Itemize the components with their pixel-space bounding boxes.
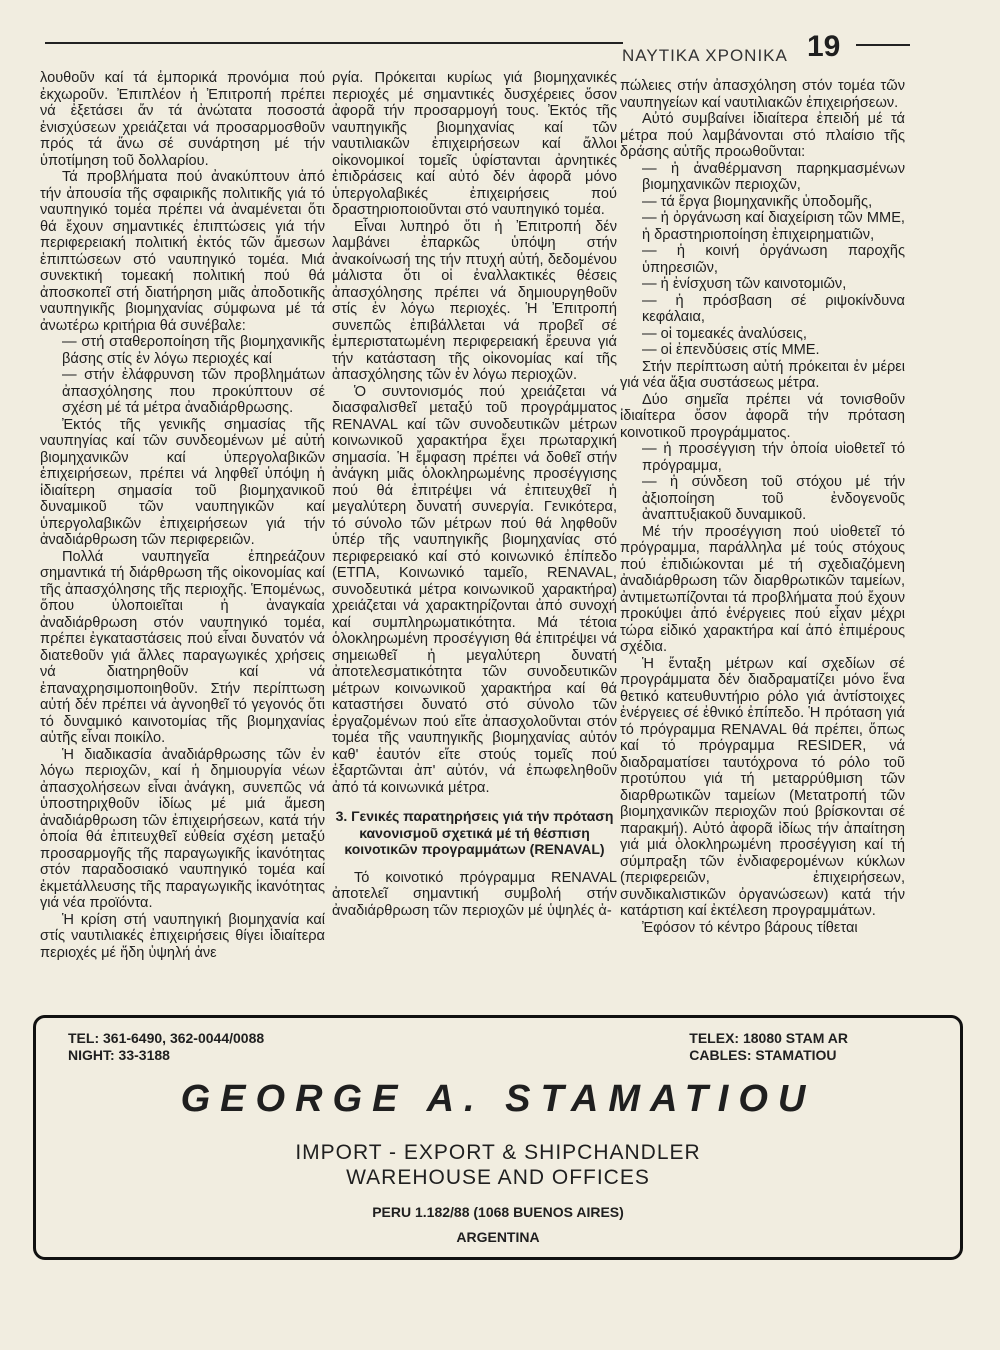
paragraph: Τά προβλήματα πού ἀνακύπτουν ἀπό τήν ἀπουσία τῆς σφαιρικῆς πολιτικῆς γιά τό ναυπηγικό τομέα πρέπει νά ἀναμένεται ὅτι θά ἔχουν σημαντικές ἐπιπτώσεις γιά τήν περιφερειακή πολιτική ἐκτός τῶν ἄμεσων ἐπιπτώσεων στό ναυπηγικό τομέα. Μιά συνεκτική τομεακή πολιτική πού θά ἀποσκοπεῖ στή διατήρηση μιᾶς ἀποδοτικῆς ναυπηγικῆς βιομηχανίας σύμφωνα μέ τά ἀνωτέρω κριτήρια θά συνέβαλε:: [40, 169, 325, 334]
ad-contact-phones: [68, 1030, 264, 1064]
list-item: — ἡ προσέγγιση τήν ὁποία υἱοθετεῖ τό πρόγραμμα,: [642, 441, 905, 474]
ad-night: NIGHT: 33-3188: [68, 1047, 170, 1063]
list-item: — στή σταθεροποίηση τῆς βιομηχανικῆς βάσης στίς ἐν λόγω περιοχές καί: [62, 334, 325, 367]
ad-services: [36, 1140, 960, 1190]
paragraph: Ὁ συντονισμός πού χρειάζεται νά διασφαλισθεῖ μεταξύ τοῦ προγράμματος RENAVAL καί τῶν συνοδευτικῶν μέτρων κοινωνικοῦ χαρακτήρα ἔχει πρωταρχική σημασία. Ἡ ἔμφαση πρέπει νά δοθεῖ στήν ἀνάγκη μιᾶς ὁλοκληρωμένης προσέγγισης πού θά ἐπιτρέψει νά ἐπιτευχθεῖ ἡ μεγαλύτερη δυνατή συνεργία. Γενικότερα, τό σύνολο τῶν μέτρων πού θά ληφθοῦν ὑπέρ τῆς ναυπηγικῆς βιομηχανίας στό περιφερειακό καί στό κοινωνικό ἐπίπεδο (ΕΤΠΑ, Κοινωνικό ταμεῖο, RENAVAL, συνοδευτικά μέτρα κοινωνικοῦ χαρακτήρα) χρειάζεται νά χαρακτηρίζονται ἀπό συνοχή καί συμπληρωματικότητα. Μά τέτοια ὁλοκληρωμένη προσέγγιση θά ἐπιτρέψει νά σημειωθεῖ ἡ μεγαλύτερη δυνατή ἀποτελεσματικότητα τῶν συνοδευτικῶν μέτρων κοινωνικοῦ χαρακτήρα καί θά καταστήσει δυνατό στό σύνολο τῶν ἐργαζομένων πού εἴτε ἀπασχολοῦνται στόν τομέα τῆς ναυπηγικῆς βιομηχανίας αὐτόν καθ' ἑαυτόν εἴτε στούς τομεῖς πού ἐξαρτῶνται ἀπ' αὐτόν, νά ἐπωφεληθοῦν ἀπό τά κοινωνικά μέτρα.: [332, 383, 617, 796]
paragraph: Εἶναι λυπηρό ὅτι ἡ Ἐπιτροπή δέν λαμβάνει ἐπαρκῶς ὑπόψη στήν ἀνακοίνωσή της τήν πτυχή αὐτή, δεδομένου μάλιστα ὅτι οἱ ἐναλλακτικές θέσεις ἀπασχόλησης πρέπει νά δημιουργηθοῦν στίς ἐν λόγω περιοχές. Ἡ Ἐπιτροπή συνεπῶς ἐπιβάλλεται νά προβεῖ σέ ἐμπεριστατωμένη περιφερειακή ἔρευνα γιά τήν κατάσταση τῆς οἰκονομίας καί τῆς ἀπασχόλησης τῶν ἐν λόγω περιοχῶν.: [332, 218, 617, 383]
list-item: — τά ἔργα βιομηχανικῆς ὑποδομῆς,: [642, 193, 873, 210]
ad-address-block: [36, 1200, 960, 1250]
running-head: ΝΑΥΤΙΚΑ ΧΡΟΝΙΚΑ: [622, 46, 788, 65]
list-item: — οἱ τομεακές ἀναλύσεις,: [642, 325, 807, 342]
paragraph: Ἐκτός τῆς γενικῆς σημασίας τῆς ναυπηγίας καί τῶν συνδεομένων μέ αὐτή βιομηχανικῶν καί ὑπεργολαβικῶν ἐπιχειρήσεων, πρέπει νά ληφθεῖ ὑπόψη ἡ ἰδιαίτερη σημασία τοῦ βιομηχανικοῦ δυναμικοῦ τῶν ναυπηγικῶν καί ὑπεργολαβικῶν ἐπιχειρήσεων γιά τήν ἀναδιάρθρωση τῶν περιφερειῶν.: [40, 416, 325, 548]
ad-company-name: GEORGE A. STAMATIOU: [180, 1078, 816, 1120]
paragraph: Τό κοινοτικό πρόγραμμα RENAVAL ἀποτελεῖ σημαντική συμβολή στήν ἀναδιάρθρωση τῶν περιοχῶν μέ ὑψηλές ἀ-: [332, 869, 617, 919]
list-item: — ἡ κοινή ὀργάνωση παροχῆς ὑπηρεσιῶν,: [642, 243, 905, 276]
list-item: — ἡ ἐνίσχυση τῶν καινοτομιῶν,: [642, 276, 847, 292]
article-column-1: [40, 70, 325, 1000]
paragraph: Δύο σημεῖα πρέπει νά τονισθοῦν ἰδιαίτερα ὅσον ἀφορᾶ τήν πρόταση κοινοτικοῦ προγράμματος.: [620, 391, 905, 441]
ad-contact-telex: [689, 1030, 848, 1064]
section-heading: 3. Γενικές παρατηρήσεις γιά τήν πρόταση κανονισμοῦ σχετικά μέ τή θέσπιση κοινοτικῶν προγραμμάτων (RENAVAL): [335, 808, 614, 857]
paragraph: Ἡ ἔνταξη μέτρων καί σχεδίων σέ προγράμματα δέν διαδραματίζει μόνο ἕνα θετικό κατευθυντήριο ρόλο γιά ἀντίστοιχες ἐνέργειες σέ ἐθνικό ἐπίπεδο. Ἡ πρόταση γιά τό πρόγραμμα RENAVAL θά πρέπει, ὅπως καί τό πρόγραμμα RESIDER, νά διαδραματίσει ταυτόχρονα τό ρόλο τοῦ προτύπου γιά τή μεταρρύθμιση τῶν διαρθρωτικῶν ταμείων (Μετατροπή τῶν βιομηχανικῶν περιοχῶν πού βρίσκονται σέ παρακμή). Αὐτό ἀφορᾶ ἰδίως τήν ἀπαίτηση γιά μιά ὁλοκληρωμένη προσέγγιση καί τή σύμπραξη τῶν ἐνδιαφερομένων κύκλων (περιφερειῶν, ἐπιχειρήσεων, συνδικαλιστικῶν ὀργανώσεων) κατά τήν κατάρτιση καί ἐκτέλεση προγραμμάτων.: [620, 655, 905, 919]
article-column-3: [620, 78, 905, 998]
list-item: — οἱ ἐπενδύσεις στίς ΜΜΕ.: [642, 342, 820, 358]
header-rule-right: [856, 44, 910, 46]
paragraph: ργία. Πρόκειται κυρίως γιά βιομηχανικές περιοχές μέ σημαντικές δυσχέρειες ὅσον ἀφορᾶ τήν προσαρμογή τους. Ἐκτός τῆς ναυπηγικῆς βιομηχανίας καί τῶν ναυτιλιακῶν ἐπιχειρήσεων καί ἄλλοι οἰκονομικοί τομεῖς ὑφίστανται ἀρνητικές ἐπιδράσεις καί αὐτό δέν ἀφορᾶ μόνο ὑπεργολαβικές ἐπιχειρήσεις πού δραστηριοποιοῦνται στό ναυπηγικό τομέα.: [332, 70, 617, 218]
list-item: — ἡ σύνδεση τοῦ στόχου μέ τήν ἀξιοποίηση τοῦ ἐνδογενοῦς ἀναπτυξιακοῦ δυναμικοῦ.: [642, 474, 905, 523]
header-rule-left: [45, 42, 623, 44]
paragraph: Ἡ κρίση στή ναυπηγική βιομηχανία καί στίς ναυτιλιακές ἐπιχειρήσεις θίγει ἰδιαίτερα περιοχές μέ ἤδη ὑψηλή ἀνε: [40, 911, 325, 961]
paragraph: Ἡ διαδικασία ἀναδιάρθρωσης τῶν ἐν λόγω περιοχῶν, καί ἡ δημιουργία νέων ἀπασχολήσεων εἶναι ἀνάγκη, συνεπῶς νά ὑποστηριχθοῦν ἰδίως μέ μιά ἄμεση ἀναδιάρθρωση τῶν ἐπιχειρήσεων, κατά τήν ὁποία θά ἐπιτευχθεῖ εὐθεία σχέση μεταξύ προσαρμογῆς τῆς παραγωγικῆς ἱκανότητας στόν παραδοσιακό ναυπηγικό τομέα καί ἐκμετάλλευσης τῆς παραγωγικῆς ἱκανότητας γιά νέα προϊόντα.: [40, 746, 325, 911]
paragraph: Στήν περίπτωση αὐτή πρόκειται ἐν μέρει γιά νέα ἄξια συστάσεως μέτρα.: [620, 358, 905, 391]
list-item: — ἡ ὀργάνωση καί διαχείριση τῶν ΜΜΕ, ἡ δραστηριοποίηση ἐπιχειρηματιῶν,: [642, 210, 905, 243]
ad-services-line2: WAREHOUSE AND OFFICES: [346, 1166, 650, 1189]
list-item: — ἡ ἀναθέρμανση παρηκμασμένων βιομηχανικῶν περιοχῶν,: [642, 160, 905, 193]
advertisement-box: [33, 1015, 963, 1260]
list-item: — στήν ἐλάφρυνση τῶν προβλημάτων ἀπασχόλησης που προκύπτουν σέ σχέση μέ τά μέτρα ἀναδιάρθρωσης.: [62, 367, 325, 416]
list-item: — ἡ πρόσβαση σέ ριψοκίνδυνα κεφάλαια,: [642, 292, 905, 325]
paragraph: Πολλά ναυπηγεῖα ἐπηρεάζουν σημαντικά τή διάρθρωση τῆς οἰκονομίας καί τῆς ἀπασχόλησης τῆς περιοχῆς. Ἑπομένως, ὅπου ὑλοποιεῖται ἡ ἀναγκαία ἀναδιάρθρωση στόν ναυπηγικό τομέα, πρέπει ἐγκαταστάσεις πού εἶναι δυνατόν νά διατεθοῦν γιά ἄλλες παραγωγικές χρήσεις νά διατηρηθοῦν καί νά ἐπαναχρησιμοποιηθοῦν. Στήν περίπτωση αὐτή δέν πρέπει νά ἀγνοηθεῖ τό γεγονός ὅτι τό δυναμικό καινοτομίας τῆς βιομηχανίας αὐτῆς εἶναι ποικίλο.: [40, 548, 326, 746]
ad-address: PERU 1.182/88 (1068 BUENOS AIRES): [372, 1204, 624, 1220]
ad-country: ARGENTINA: [456, 1229, 540, 1245]
paragraph: πώλειες στήν ἀπασχόληση στόν τομέα τῶν ναυπηγείων καί ναυτιλιακῶν ἐπιχειρήσεων.: [620, 78, 905, 111]
paragraph: λουθοῦν καί τά ἐμπορικά προνόμια πού ἐκχωροῦν. Ἐπιπλέον ἡ Ἐπιτροπή πρέπει νά ἐξετάσει ἄν τά ἀνώτατα ποσοστά ἐνισχύσεων χρειάζεται νά προσαρμοσθοῦν πρός τά ἄνω σέ συνάρτηση μέ τήν ὑποτίμηση τοῦ δολλαρίου.: [40, 70, 325, 169]
ad-tel: TEL: 361-6490, 362-0044/0088: [68, 1030, 265, 1046]
paragraph: Ἐφόσον τό κέντρο βάρους τίθεται: [642, 919, 858, 936]
ad-services-line1: IMPORT - EXPORT & SHIPCHANDLER: [295, 1141, 701, 1164]
article-column-2: [332, 70, 617, 1000]
ad-cables: CABLES: STAMATIOU: [689, 1047, 837, 1063]
ad-telex: TELEX: 18080 STAM AR: [689, 1030, 848, 1046]
page-number: 19: [807, 30, 841, 63]
paragraph: Μέ τήν προσέγγιση πού υἱοθετεῖ τό πρόγραμμα, παράλληλα μέ τούς στόχους πού ἐπιδιώκονται μέ τή σχεδιαζόμενη ἀναδιάρθρωση τῶν διαρθρωτικῶν ταμείων, ἀντιμετωπίζονται τά προβλήματα πού ἔχουν προκύψει ἀπό ἐνέργειες πού εἶχαν μέχρι τώρα εἰδικό χαρακτήρα καί ἀπό ἐπιμέρους σχέδια.: [620, 523, 905, 655]
paragraph: Αὐτό συμβαίνει ἰδιαίτερα ἐπειδή μέ τά μέτρα πού λαμβάνονται στό πλαίσιο τῆς δράσης αὐτῆς προωθοῦνται:: [620, 111, 905, 160]
